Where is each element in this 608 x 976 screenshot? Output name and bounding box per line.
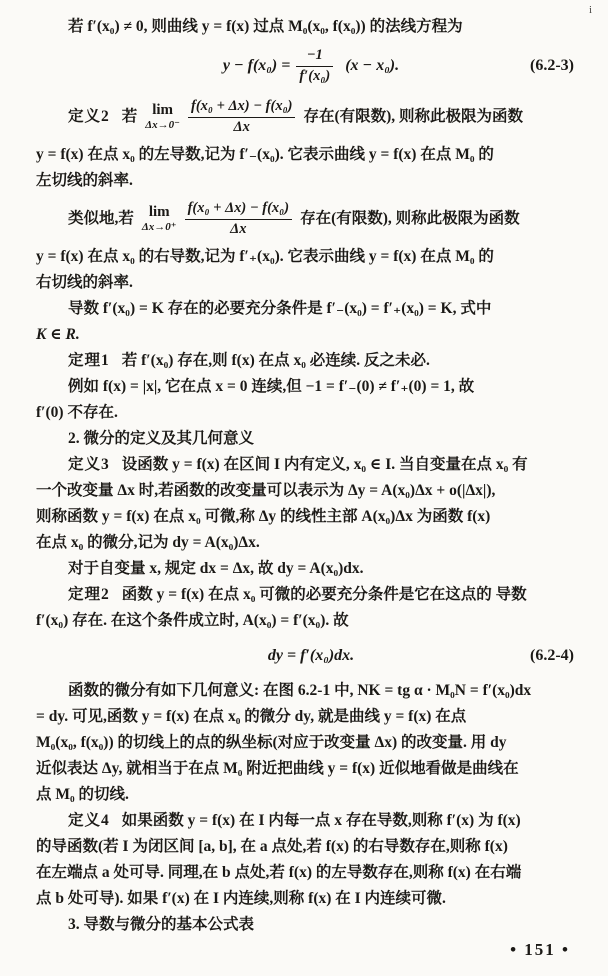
theorem-2-line2: f′(x₀) 存在. 在这个条件成立时, A(x₀) = f′(x₀). 故 [36, 612, 349, 629]
equation-6-2-3 [36, 40, 586, 92]
fraction-numerator: −1 [306, 47, 323, 64]
equation-rhs: (x − x₀). [345, 57, 400, 74]
definition-3-line4: 在点 x₀ 的微分,记为 dy = A(x₀)Δx. [36, 534, 260, 551]
page-number: • 151 • [510, 940, 570, 959]
limit-word: lim [148, 204, 170, 220]
nec-suf-condition-line1: 导数 f′(x₀) = K 存在的必要充分条件是 f′₋(x₀) = f′₊(x₀) = K, 式中 [68, 300, 492, 317]
definition-2-line1 [36, 92, 586, 142]
fraction-numerator: f(x₀ + Δx) − f(x₀) [190, 98, 293, 115]
equation-number: (6.2-4) [530, 647, 574, 664]
limit-word: lim [152, 102, 174, 118]
definition-3-label: 定义3 [68, 456, 110, 473]
right-derivative-line2: y = f(x) 在点 x₀ 的右导数,记为 f′₊(x₀). 它表示曲线 y = f(x) 在点 M₀ 的 [36, 248, 494, 265]
geometric-meaning-line3: M₀(x₀, f(x₀)) 的切线上的点的纵坐标(对应于改变量 Δx) 的改变量. 用 dy [36, 734, 507, 751]
theorem-2-line1 [36, 582, 586, 608]
equation-fraction [296, 47, 333, 85]
example-line1: 例如 f(x) = |x|, 它在点 x = 0 连续,但 −1 = f′₋(0) ≠ f′₊(0) = 1, 故 [68, 378, 475, 395]
scan-artifact-mark: i [588, 4, 592, 16]
definition-3-line2: 一个改变量 Δx 时,若函数的改变量可以表示为 Δy = A(x₀)Δx + o(|Δx|), [36, 482, 496, 499]
geometric-meaning-line2: = dy. 可见,函数 y = f(x) 在点 x₀ 的微分 dy, 就是曲线 y = f(x) 在点 [36, 708, 467, 725]
right-derivative-line3: 右切线的斜率. [36, 274, 133, 291]
equation-6-2-4 [36, 634, 586, 678]
example-line2: f′(0) 不存在. [36, 404, 118, 421]
right-derivative-pre: 类似地,若 [68, 210, 134, 227]
definition-4-line1 [36, 808, 586, 834]
definition-4-line3: 在左端点 a 处可导. 同理,在 b 点处,若 f(x) 的左导数存在,则称 f(x) 在右端 [36, 864, 522, 881]
definition-2-label: 定义2 [68, 108, 110, 125]
definition-4-text: 如果函数 y = f(x) 在 I 内每一点 x 存在导数,则称 f′(x) 为 f(x) [121, 812, 521, 829]
difference-quotient [188, 98, 295, 136]
definition-3-line1 [36, 452, 586, 478]
limit-subscript: Δx→0⁺ [141, 221, 177, 233]
right-derivative-post: 存在(有限数), 则称此极限为函数 [300, 210, 520, 227]
geometric-meaning-line5: 点 M₀ 的切线. [36, 786, 129, 803]
definition-3-line3: 则称函数 y = f(x) 在点 x₀ 可微,称 Δy 的线性主部 A(x₀)Δx 为函数 f(x) [36, 508, 491, 525]
fraction-denominator: f′(x₀) [296, 66, 333, 85]
definition-4-line2: 的导函数(若 I 为闭区间 [a, b], 在 a 点处,若 f(x) 的右导数存在,则称 f(x) [36, 838, 508, 855]
geometric-meaning-line1: 函数的微分有如下几何意义: 在图 6.2-1 中, NK = tg α · M₀N = f′(x₀)dx [68, 682, 532, 699]
definition-2-pre: 若 [121, 108, 138, 125]
normal-line-intro: 若 f′(x₀) ≠ 0, 则曲线 y = f(x) 过点 M₀(x₀, f(x₀)) 的法线方程为 [68, 18, 463, 35]
definition-2-line2: y = f(x) 在点 x₀ 的左导数,记为 f′₋(x₀). 它表示曲线 y = f(x) 在点 M₀ 的 [36, 146, 494, 163]
nec-suf-condition-line2: K ∈ R. [36, 326, 80, 343]
theorem-2-text: 函数 y = f(x) 在点 x₀ 可微的必要充分条件是它在这点的 导数 [121, 586, 527, 603]
definition-4-label: 定义4 [68, 812, 110, 829]
fraction-denominator: Δx [185, 219, 292, 238]
right-derivative-line1 [36, 194, 586, 244]
fraction-denominator: Δx [188, 117, 295, 136]
dx-convention-line: 对于自变量 x, 规定 dx = Δx, 故 dy = A(x₀)dx. [68, 560, 364, 577]
geometric-meaning-line4: 近似表达 Δy, 就相当于在点 M₀ 附近把曲线 y = f(x) 近似地看做是曲线在 [36, 760, 519, 777]
limit-operator [142, 205, 177, 233]
theorem-1 [36, 348, 586, 374]
theorem-1-text: 若 f′(x₀) 存在,则 f(x) 在点 x₀ 必连续. 反之未必. [121, 352, 430, 369]
equation-lhs: y − f(x₀) = [222, 57, 291, 74]
equation-body: dy = f′(x₀)dx. [267, 647, 355, 664]
fraction-numerator: f(x₀ + Δx) − f(x₀) [187, 200, 290, 217]
theorem-1-label: 定理1 [68, 352, 110, 369]
definition-2-line3: 左切线的斜率. [36, 172, 133, 189]
theorem-2-label: 定理2 [68, 586, 110, 603]
equation-number: (6.2-3) [530, 57, 574, 74]
definition-4-line4: 点 b 处可导). 如果 f′(x) 在 I 内连续,则称 f(x) 在 I 内连续可微. [36, 890, 446, 907]
limit-subscript: Δx→0⁻ [145, 119, 180, 131]
section-3-heading: 3. 导数与微分的基本公式表 [68, 916, 255, 933]
definition-3-text: 设函数 y = f(x) 在区间 I 内有定义, x₀ ∈ I. 当自变量在点 x₀ 有 [121, 456, 528, 473]
limit-operator [145, 103, 180, 131]
definition-2-post: 存在(有限数), 则称此极限为函数 [303, 108, 524, 125]
difference-quotient [185, 200, 292, 238]
section-2-heading: 2. 微分的定义及其几何意义 [68, 430, 255, 447]
